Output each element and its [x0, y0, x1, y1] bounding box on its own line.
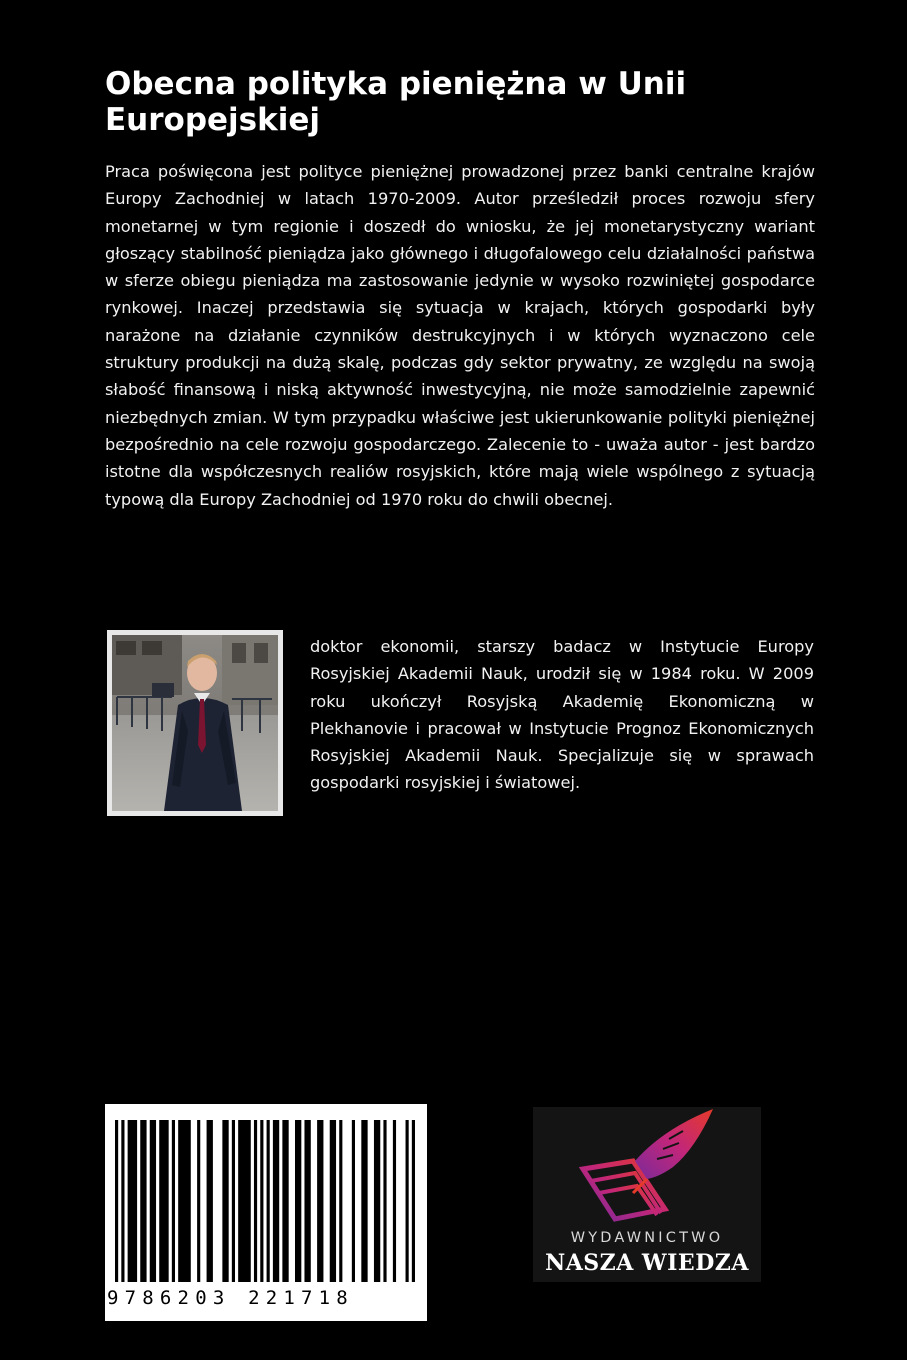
barcode-bar — [352, 1120, 355, 1282]
barcode-bar — [304, 1120, 310, 1282]
isbn-barcode — [105, 1104, 427, 1321]
barcode-bar — [282, 1120, 288, 1282]
barcode-bar — [128, 1120, 137, 1282]
barcode-bar — [238, 1120, 251, 1282]
barcode-bar — [267, 1120, 270, 1282]
barcode-bar — [121, 1120, 124, 1282]
book-quill-icon — [573, 1109, 723, 1229]
barcode-bar — [412, 1120, 415, 1282]
barcode-bar — [207, 1120, 213, 1282]
publisher-logo — [533, 1107, 761, 1282]
author-portrait-image — [112, 635, 278, 811]
barcode-bar — [197, 1120, 200, 1282]
barcode-bar — [361, 1120, 367, 1282]
barcode-bar — [115, 1120, 118, 1282]
barcode-digits: 9786203 221718 — [107, 1287, 354, 1309]
author-photo — [107, 630, 283, 816]
barcode-bar — [150, 1120, 156, 1282]
barcode-bar — [140, 1120, 146, 1282]
barcode-bar — [383, 1120, 386, 1282]
barcode-bar — [374, 1120, 380, 1282]
barcode-bars — [105, 1104, 427, 1289]
book-description: Praca poświęcona jest polityce pieniężnej prowadzonej przez banki centralne krajów Europy Zachodniej w latach 1970-2009. Autor prześledził proces rozwoju sfery monetarnej w tym regionie i doszedł do wniosku, że jej monetarystyczny wariant głoszący stabilność pieniądza jako głównego i długofalowego celu działalności państwa w sferze obiegu pieniądza ma zastosowanie jedynie w wysoko rozwiniętej gospodarce rynkowej. Inaczej przedstawia się sytuacja w krajach, których gospodarki były narażone na działanie czynników destrukcyjnych i w których wyznaczono cele struktury produkcji na dużą skalę, podczas gdy sektor prywatny, ze względu na swoją słabość finansową i niską aktywność inwestycyjną, nie może samodzielnie zapewnić niezbędnych zmian. W tym przypadku właściwe jest ukierunkowanie polityki pieniężnej bezpośrednio na cele rozwoju gospodarczego. Zalecenie to - uważa autor - jest bardzo istotne dla współczesnych realiów rosyjskich, które mają wiele wspólnego z sytuacją typową dla Europy Zachodniej od 1970 roku do chwili obecnej. — [105, 162, 815, 509]
barcode-bar — [317, 1120, 323, 1282]
barcode-bar — [172, 1120, 175, 1282]
author-bio: doktor ekonomii, starszy badacz w Instytucie Europy Rosyjskiej Akademii Nauk, urodził się w 1984 roku. W 2009 roku ukończył Rosyjską Akademię Ekonomiczną w Plekhanovie i pracował w Instytucie Prognoz Ekonomicznych Rosyjskiej Akademii Nauk. Specjalizuje się w sprawach gospodarki rosyjskiej i światowej. — [310, 637, 814, 793]
barcode-bar — [339, 1120, 342, 1282]
barcode-bar — [330, 1120, 336, 1282]
barcode-bar — [273, 1120, 279, 1282]
barcode-bar — [260, 1120, 263, 1282]
publisher-name: NASZA WIEDZA — [545, 1250, 749, 1276]
barcode-bar — [406, 1120, 409, 1282]
barcode-bar — [159, 1120, 168, 1282]
barcode-bar — [178, 1120, 191, 1282]
barcode-bar — [232, 1120, 235, 1282]
book-title: Obecna polityka pieniężna w Unii Europejskiej — [105, 66, 687, 138]
barcode-bar — [295, 1120, 301, 1282]
barcode-bar — [254, 1120, 257, 1282]
barcode-bar — [393, 1120, 396, 1282]
barcode-bar — [222, 1120, 228, 1282]
publisher-label: WYDAWNICTWO — [570, 1230, 724, 1246]
